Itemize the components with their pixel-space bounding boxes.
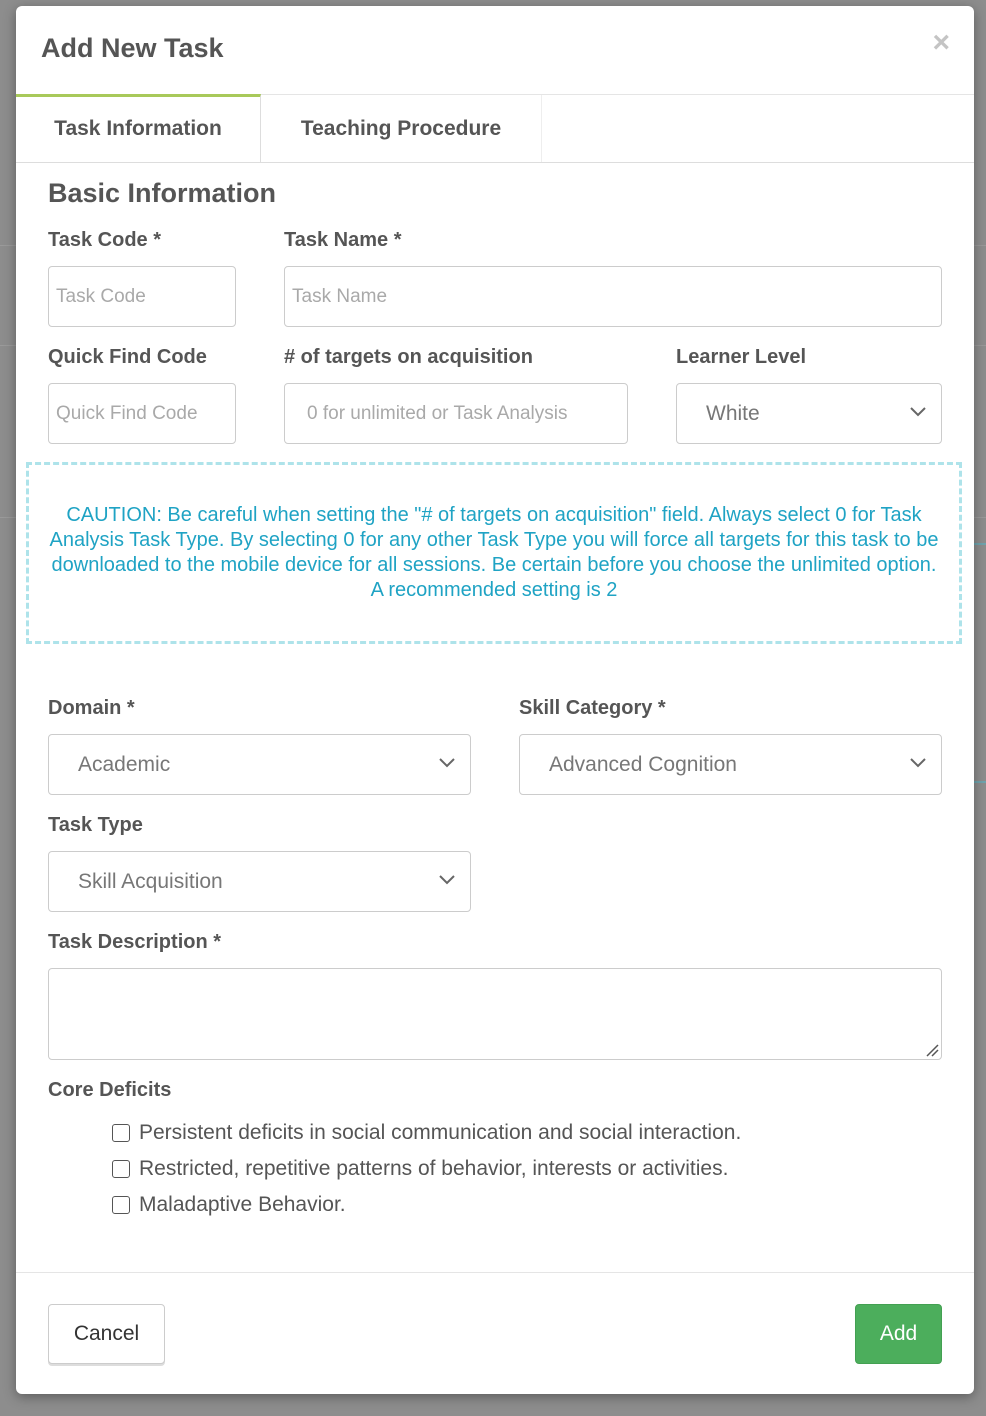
modal-header — [16, 6, 974, 95]
resize-handle-icon[interactable] — [925, 1043, 939, 1057]
backdrop-dashed-border — [974, 543, 986, 545]
quick-find-code-label: Quick Find Code — [48, 346, 207, 368]
task-name-input[interactable] — [284, 266, 942, 327]
domain-value: Academic — [78, 753, 171, 776]
tab-task-information[interactable]: Task Information — [16, 94, 261, 162]
targets-on-acquisition-label: # of targets on acquisition — [284, 346, 533, 368]
add-button[interactable]: Add — [855, 1304, 942, 1364]
core-deficit-option-label: Restricted, repetitive patterns of behavior, interests or activities. — [139, 1157, 729, 1180]
core-deficit-checkbox[interactable] — [112, 1160, 130, 1178]
backdrop-dashed-border — [974, 781, 986, 783]
skill-category-label: Skill Category * — [519, 697, 666, 719]
caution-alert: CAUTION: Be careful when setting the "# of targets on acquisition" field. Always select 0 for Task Analysis Task Type. By selecting 0 for any other Task Type you will force all targets for this task to be downloaded to the mobile device for all sessions. Be certain before you choose the unlimited option. A recommended setting is 2 — [26, 462, 962, 644]
task-type-select[interactable] — [48, 851, 471, 912]
chevron-down-icon — [438, 757, 456, 769]
section-title: Basic Information — [48, 178, 277, 208]
chevron-down-icon — [909, 406, 927, 418]
task-code-label: Task Code * — [48, 229, 161, 251]
learner-level-select[interactable] — [676, 383, 942, 444]
skill-category-select[interactable] — [519, 734, 942, 795]
quick-find-code-input[interactable] — [48, 383, 236, 444]
core-deficit-option-label: Maladaptive Behavior. — [139, 1193, 346, 1216]
task-name-label: Task Name * — [284, 229, 402, 251]
core-deficit-checkbox[interactable] — [112, 1196, 130, 1214]
task-code-input[interactable] — [48, 266, 236, 327]
task-description-textarea[interactable] — [48, 968, 942, 1060]
chevron-down-icon — [909, 757, 927, 769]
cancel-button[interactable]: Cancel — [48, 1304, 165, 1364]
domain-select[interactable] — [48, 734, 471, 795]
tab-bar — [16, 95, 974, 163]
modal-title: Add New Task — [41, 33, 224, 63]
core-deficits-label: Core Deficits — [48, 1079, 172, 1101]
domain-label: Domain * — [48, 697, 135, 719]
task-description-label: Task Description * — [48, 931, 222, 953]
learner-level-label: Learner Level — [676, 346, 807, 368]
core-deficit-checkbox[interactable] — [112, 1124, 130, 1142]
close-icon[interactable]: × — [932, 26, 950, 59]
modal-footer — [16, 1272, 974, 1395]
task-type-label: Task Type — [48, 814, 143, 836]
learner-level-value: White — [706, 402, 760, 425]
core-deficit-option-label: Persistent deficits in social communication and social interaction. — [139, 1121, 742, 1144]
chevron-down-icon — [438, 874, 456, 886]
task-type-value: Skill Acquisition — [78, 870, 223, 893]
add-task-modal — [16, 6, 974, 1394]
tab-teaching-procedure[interactable]: Teaching Procedure — [261, 95, 542, 162]
targets-on-acquisition-input[interactable] — [284, 383, 628, 444]
skill-category-value: Advanced Cognition — [549, 753, 737, 776]
